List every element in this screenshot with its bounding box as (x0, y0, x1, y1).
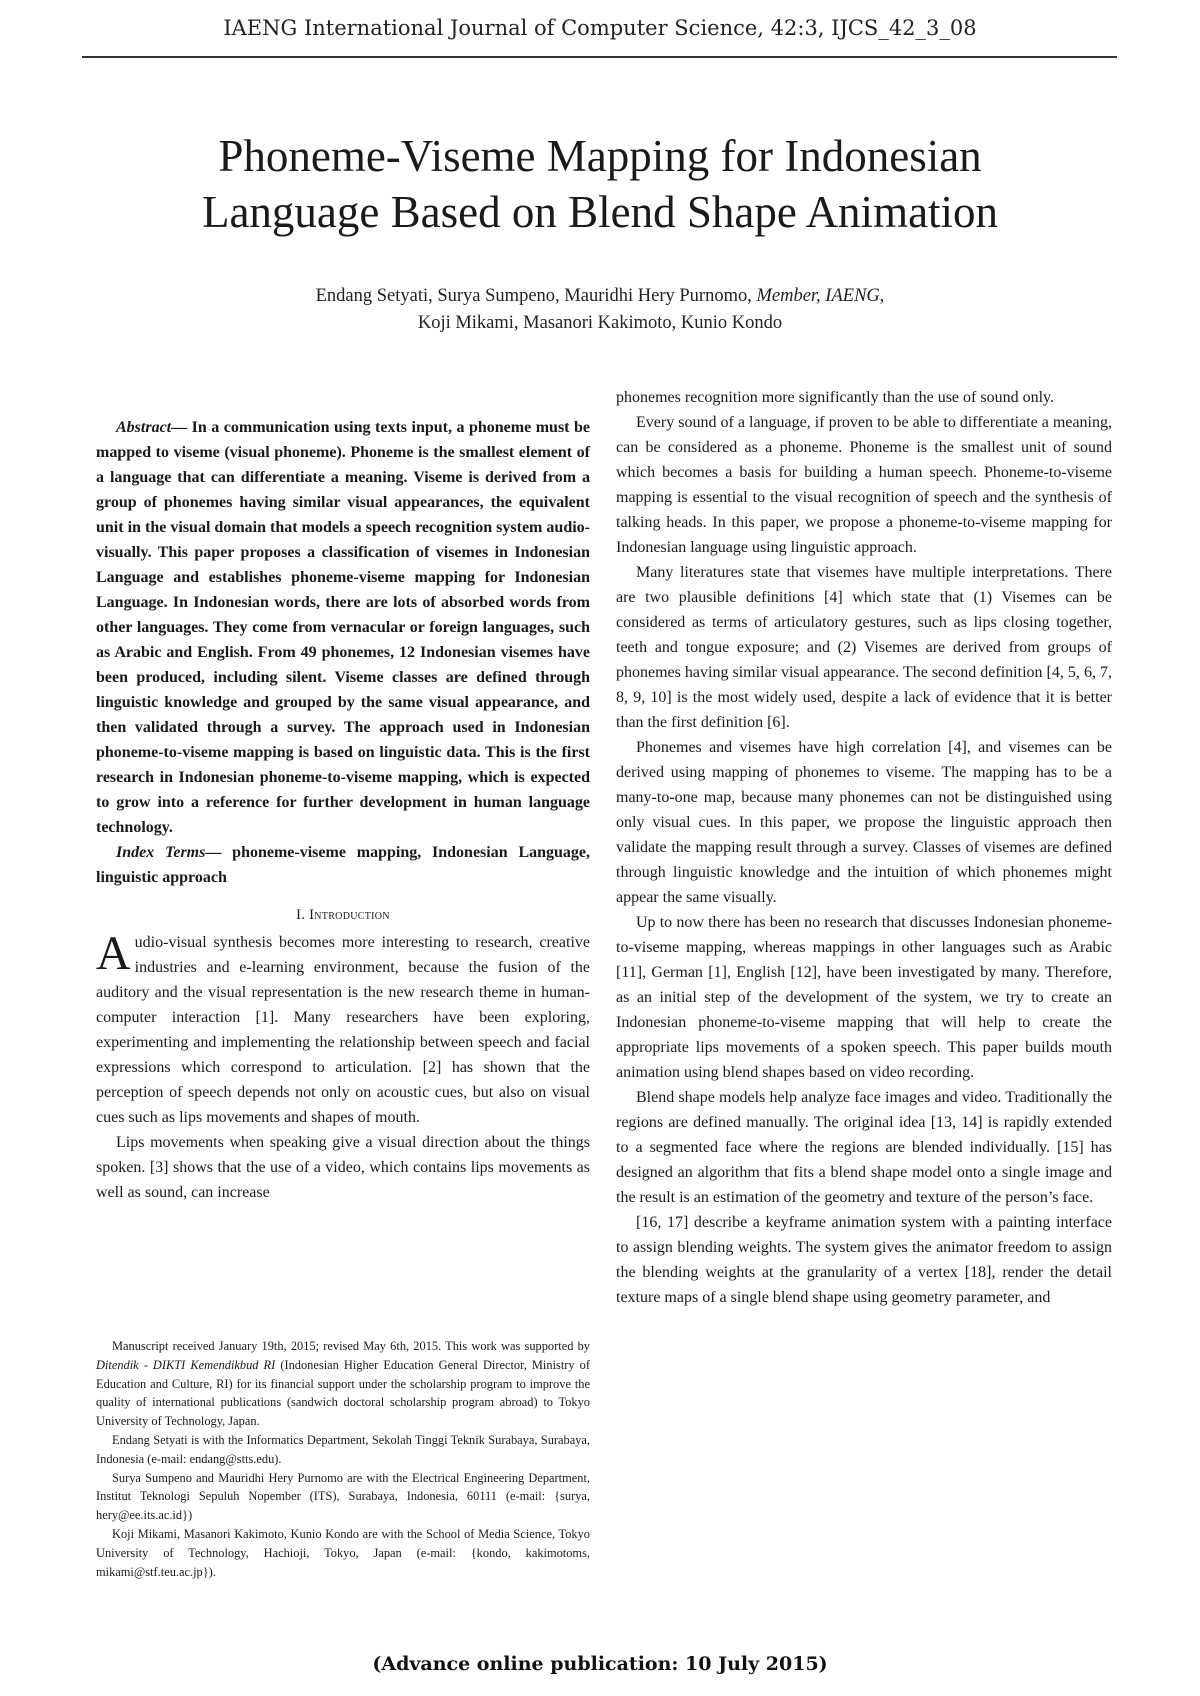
footnote-1-b: (Indonesian Higher Education General Director, Ministry of Education and Culture, RI) for its financial support under the scholarship program to improve the quality of international publications (sandwich doctoral scholarship program abroad) to Tokyo University of Technology, Japan. (96, 1357, 590, 1429)
footnote-author-3: Koji Mikami, Masanori Kakimoto, Kunio Kondo are with the School of Media Science, Tokyo University of Technology, Hachioji, Tokyo, Japan (e-mail: {kondo, kakimotoms, mikami@stf.teu.ac.jp}). (96, 1526, 590, 1579)
author-list (60, 283, 1140, 337)
right-paragraph-3: Phonemes and visemes have high correlation [4], and visemes can be derived using mapping of phonemes to viseme. The mapping has to be a many-to-one map, because many phonemes can not be distinguished using only visual cues. In this paper, we propose the linguistic approach then validate the mapping result through a survey. Classes of visemes are defined through linguistic knowledge and the intuition of which phonemes might appear the same visually. (616, 739, 1112, 906)
right-paragraph-2: Many literatures state that visemes have multiple interpretations. There are two plausible definitions [4] which state that (1) Visemes can be considered as terms of articulatory gestures, such as lips closing together, teeth and tongue exposure; and (2) Visemes are derived from groups of phonemes having similar visual appearance. The second definition [4, 5, 6, 7, 8, 9, 10] is the most widely used, despite a lack of evidence that it is better than the first definition [6]. (616, 564, 1112, 731)
footnote-1-a: Manuscript received January 19th, 2015; revised May 6th, 2015. This work was supported by (112, 1339, 590, 1353)
abstract-label: Abstract (116, 419, 172, 436)
intro-paragraph-1 (96, 927, 590, 1130)
index-terms (96, 840, 590, 890)
intro-paragraph-2: Lips movements when speaking give a visual direction about the things spoken. [3] shows that the use of a video, which contains lips movements as well as sound, can increase (96, 1134, 590, 1201)
footnote-manuscript (96, 1337, 590, 1431)
right-paragraph-1: Every sound of a language, if proven to be able to differentiate a meaning, can be considered as a phoneme. Phoneme is the smallest unit of sound which becomes a basis for building a human speech. Phoneme-to-viseme mapping is essential to the visual recognition of speech and the synthesis of talking heads. In this paper, we propose a phoneme-to-viseme mapping for Indonesian language using linguistic approach. (616, 414, 1112, 556)
right-paragraph-4: Up to now there has been no research that discusses Indonesian phoneme-to-viseme mapping, whereas mappings in other languages such as Arabic [11], German [1], English [12], have been investigated by many. Therefore, as an initial step of the development of the system, we try to create an Indonesian phoneme-to-viseme mapping that will help to create the appropriate lips movements of a spoken speech. This paper builds mouth animation using blend shapes based on video recording. (616, 914, 1112, 1081)
section-number: I. (296, 907, 310, 923)
right-paragraph-0: phonemes recognition more significantly than the use of sound only. (616, 389, 1054, 406)
footnotes (96, 1337, 590, 1581)
left-column (96, 415, 590, 1205)
section-heading-introduction (96, 907, 590, 924)
journal-header: IAENG International Journal of Computer Science, 42:3, IJCS_42_3_08 (223, 16, 977, 40)
authors-line-1 (60, 283, 1140, 310)
right-column (616, 385, 1112, 1310)
footnote-1-funder: Ditendik - DIKTI Kemendikbud RI (96, 1357, 276, 1372)
title-line-2: Language Based on Blend Shape Animation (201, 187, 999, 237)
authors-line-2: Koji Mikami, Masanori Kakimoto, Kunio Kondo (417, 313, 783, 333)
author-line-end: , (879, 286, 885, 306)
publication-footer: (Advance online publication: 10 July 2015) (372, 1653, 828, 1675)
author-membership: Member, IAENG (756, 286, 880, 306)
footnote-author-1: Endang Setyati is with the Informatics Department, Sekolah Tinggi Teknik Surabaya, Surabaya, Indonesia (e-mail: endang@stts.edu). (96, 1432, 590, 1466)
index-terms-label: Index Terms (116, 844, 206, 861)
abstract (96, 415, 590, 840)
header-rule (82, 56, 1117, 58)
right-paragraph-6: [16, 17] describe a keyframe animation system with a painting interface to assign blending weights. The system gives the animator freedom to assign the blending weights at the granularity of a vertex [18], render the detail texture maps of a single blend shape using geometry parameter, and (616, 1214, 1112, 1306)
footnote-author-2: Surya Sumpeno and Mauridhi Hery Purnomo are with the Electrical Engineering Department, Institut Teknologi Sepuluh Nopember (ITS), Surabaya, Indonesia, 60111 (e-mail: {surya, hery@ee.its.ac.id}) (96, 1470, 590, 1523)
drop-cap: A (96, 927, 131, 980)
right-paragraph-5: Blend shape models help analyze face images and video. Traditionally the regions are defined manually. The original idea [13, 14] is rapidly extended to a segmented face where the regions are blended individually. [15] has designed an algorithm that fits a blend shape model onto a single image and the result is an estimation of the geometry and texture of the person’s face. (616, 1089, 1112, 1206)
intro-paragraph-1-text: udio-visual synthesis becomes more interesting to research, creative industries and e-learning environment, because the fusion of the auditory and the visual representation is the new research theme in human-computer interaction [1]. Many researchers have been exploring, experimenting and implementing the relationship between speech and facial expressions which correspond to articulation. [2] has shown that the perception of speech depends not only on acoustic cues, but also on visual cues such as lips movements and shapes of mouth. (96, 934, 590, 1126)
abstract-text: — In a communication using texts input, a phoneme must be mapped to viseme (visual phoneme). Phoneme is the smallest element of a language that can differentiate a meaning. Viseme is derived from a group of phonemes having similar visual appearances, the equivalent unit in the visual domain that models a speech recognition system audio-visually. This paper proposes a classification of visemes in Indonesian Language and establishes phoneme-viseme mapping for Indonesian Language. In Indonesian words, there are lots of absorbed words from other languages. They come from vernacular or foreign languages, such as Arabic and English. From 49 phonemes, 12 Indonesian visemes have been produced, including silent. Viseme classes are defined through linguistic knowledge and grouped by the same visual appearance, and then validated through a survey. The approach used in Indonesian phoneme-to-viseme mapping is based on linguistic data. This is the first research in Indonesian phoneme-to-viseme mapping, which is expected to grow into a reference for further development in human language technology. (96, 419, 590, 836)
author-names: Endang Setyati, Surya Sumpeno, Mauridhi Hery Purnomo, (315, 286, 757, 306)
index-terms-text: — phoneme-viseme mapping, Indonesian Language, linguistic approach (96, 844, 591, 886)
section-title: Introduction (309, 907, 390, 923)
paper-title (60, 128, 1140, 240)
title-line-1: Phoneme-Viseme Mapping for Indonesian (218, 131, 982, 181)
